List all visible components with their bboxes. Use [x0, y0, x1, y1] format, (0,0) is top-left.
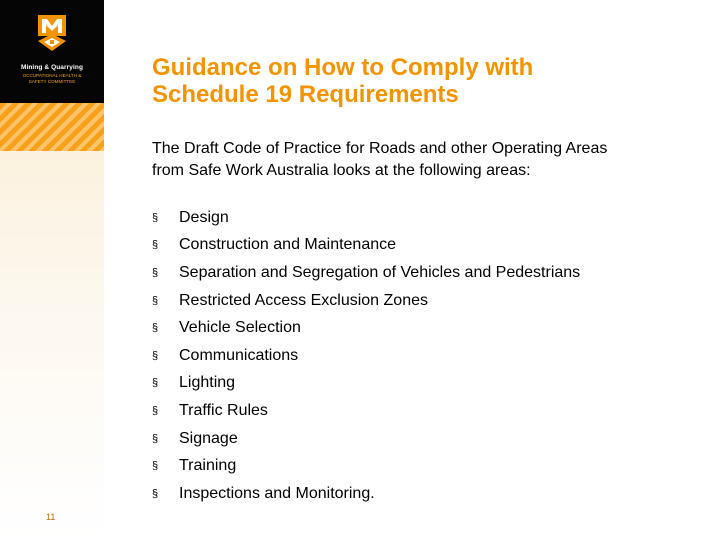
- sidebar: [0, 0, 104, 540]
- bullet-text: Design: [179, 208, 229, 226]
- bullet-text: Lighting: [179, 374, 236, 392]
- bullet-icon: §: [152, 377, 159, 390]
- bullet-icon: §: [152, 266, 159, 279]
- bullet-icon: §: [152, 294, 159, 307]
- bullet-text: Separation and Segregation of Vehicles and Pedestrians: [179, 263, 581, 281]
- bullet-item: [152, 314, 580, 342]
- bullet-text: Restricted Access Exclusion Zones: [179, 291, 428, 309]
- bullet-text: Traffic Rules: [179, 401, 268, 419]
- slide-title-line1: Guidance on How to Comply with: [152, 54, 534, 81]
- bullet-text: Signage: [179, 429, 238, 447]
- bullet-item: [152, 259, 580, 287]
- bullet-item: [152, 204, 580, 232]
- slide-title: [152, 54, 692, 108]
- bullet-icon: §: [152, 349, 159, 362]
- logo-subtitle-line1: OCCUPATIONAL HEALTH &: [22, 73, 82, 78]
- bullet-text: Inspections and Monitoring.: [179, 484, 375, 502]
- bullet-icon: §: [152, 239, 159, 252]
- bullet-text: Vehicle Selection: [179, 319, 301, 337]
- bullet-text: Training: [179, 457, 237, 475]
- bullet-icon: §: [152, 432, 159, 445]
- decorative-stripes: [0, 103, 104, 151]
- intro-line1: The Draft Code of Practice for Roads and other Operating Areas: [152, 140, 608, 157]
- bullet-icon: §: [152, 322, 159, 335]
- intro-line2: from Safe Work Australia looks at the following areas:: [152, 162, 531, 179]
- bullet-item: [152, 232, 580, 260]
- mq-logo-icon: [36, 14, 68, 52]
- bullet-item: [152, 342, 580, 370]
- bullet-icon: §: [152, 404, 159, 417]
- slide-number: 11: [46, 512, 56, 522]
- bullet-text: Construction and Maintenance: [179, 236, 397, 254]
- logo-subtitle: [0, 73, 104, 85]
- intro-text: [152, 138, 692, 182]
- bullet-text: Communications: [179, 346, 299, 364]
- bullet-item: [152, 397, 580, 425]
- sidebar-gradient: [0, 151, 104, 540]
- bullet-item: [152, 287, 580, 315]
- logo-subtitle-line2: SAFETY COMMITTEE: [28, 79, 76, 84]
- logo: [0, 0, 104, 103]
- bullet-item: [152, 370, 580, 398]
- bullet-item: [152, 480, 580, 508]
- bullet-icon: §: [152, 460, 159, 473]
- bullet-item: [152, 452, 580, 480]
- bullet-icon: §: [152, 487, 159, 500]
- logo-title: Mining & Quarrying: [20, 64, 84, 71]
- slide-title-line2: Schedule 19 Requirements: [152, 81, 459, 108]
- bullet-icon: §: [152, 211, 159, 224]
- bullet-list: [152, 204, 580, 508]
- bullet-item: [152, 425, 580, 453]
